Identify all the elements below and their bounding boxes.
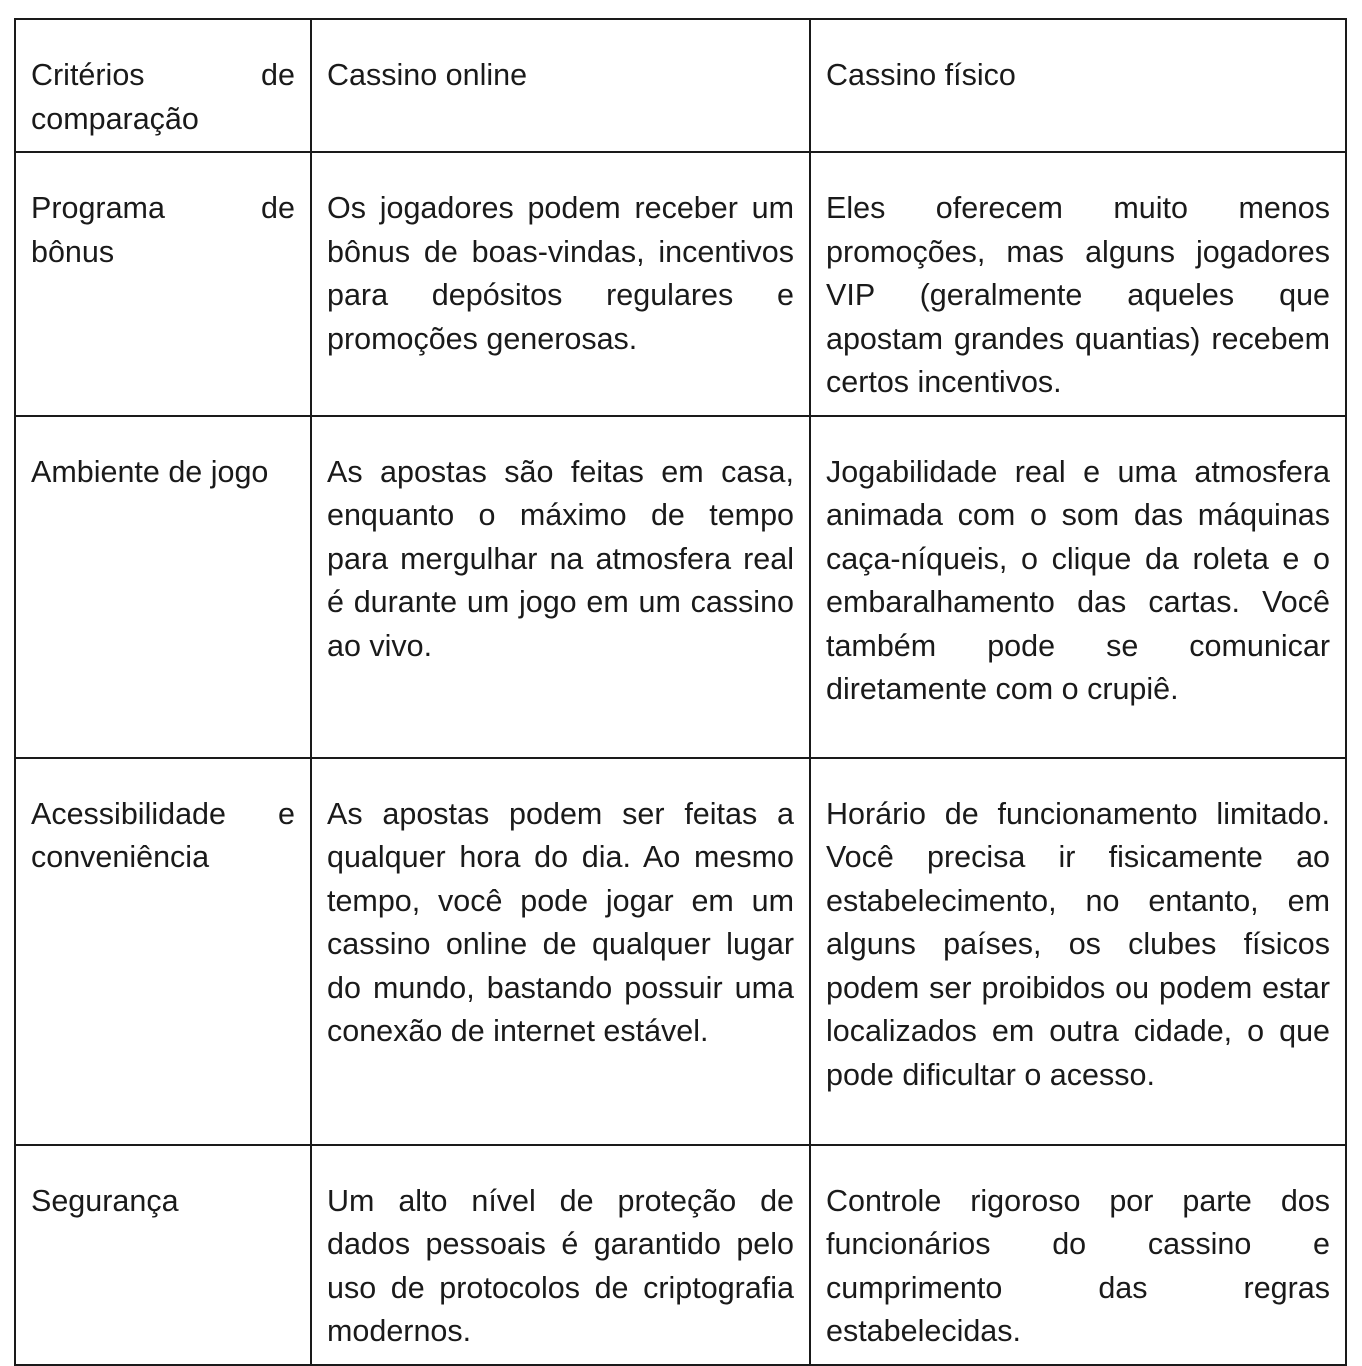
- online-cell: Um alto nível de proteção de dados pessoais é garantido pelo uso de protocolos de criptografia modernos.: [311, 1145, 810, 1365]
- physical-cell: Controle rigoroso por parte dos funcionários do cassino e cumprimento das regras estabelecidas.: [810, 1145, 1346, 1365]
- table-row: [15, 416, 1346, 758]
- physical-cell: Eles oferecem muito menos promoções, mas alguns jogadores VIP (geralmente aqueles que apostam grandes quantias) recebem certos incentivos.: [810, 152, 1346, 416]
- physical-cell: Horário de funcionamento limitado. Você precisa ir fisicamente ao estabelecimento, no entanto, em alguns países, os clubes físicos podem ser proibidos ou podem estar localizados em outra cidade, o que pode dificultar o acesso.: [810, 758, 1346, 1145]
- online-cell: As apostas podem ser feitas a qualquer hora do dia. Ao mesmo tempo, você pode jogar em um cassino online de qualquer lugar do mundo, bastando possuir uma conexão de internet estável.: [311, 758, 810, 1145]
- criterion-cell: Programa de bônus: [15, 152, 311, 416]
- header-physical-casino: Cassino físico: [810, 19, 1346, 152]
- physical-cell: Jogabilidade real e uma atmosfera animada com o som das máquinas caça-níqueis, o clique da roleta e o embaralhamento das cartas. Você também pode se comunicar diretamente com o crupiê.: [810, 416, 1346, 758]
- table-header-row: [15, 19, 1346, 152]
- online-cell: Os jogadores podem receber um bônus de boas-vindas, incentivos para depósitos regulares e promoções generosas.: [311, 152, 810, 416]
- table-row: [15, 152, 1346, 416]
- comparison-table: [14, 18, 1347, 1366]
- table-row: [15, 1145, 1346, 1365]
- criterion-cell: Ambiente de jogo: [15, 416, 311, 758]
- header-criteria: Critérios de comparação: [15, 19, 311, 152]
- table-row: [15, 758, 1346, 1145]
- criterion-cell: Acessibilidade e conveniência: [15, 758, 311, 1145]
- online-cell: As apostas são feitas em casa, enquanto o máximo de tempo para mergulhar na atmosfera real é durante um jogo em um cassino ao vivo.: [311, 416, 810, 758]
- header-online-casino: Cassino online: [311, 19, 810, 152]
- criterion-cell: Segurança: [15, 1145, 311, 1365]
